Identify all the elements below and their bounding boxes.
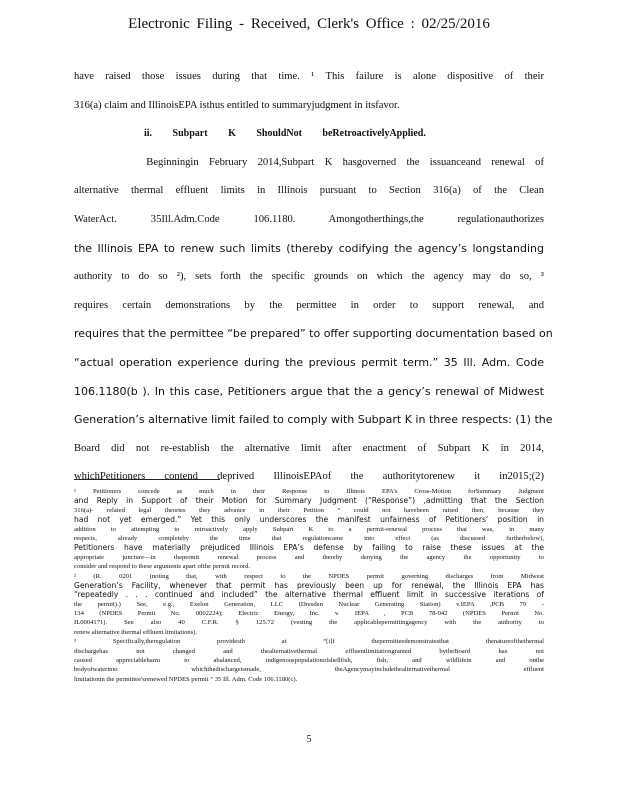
footnote-line: renew alternative thermal effluent limitations). <box>74 628 198 636</box>
footnote-line: bodyofwaterinto whichthedischargeismade, theAgencymayincludethealternativethermal effluent <box>74 666 544 674</box>
footnotes <box>74 487 544 684</box>
footnote-line: had not yet emerged.” Yet this only underscores the manifest unfairness of Petitioners’ position in <box>74 515 544 525</box>
footnote-line: addition to attempting to retroactively apply Subpart K to a permit-renewal process that was, in many <box>74 525 544 533</box>
footnote-line: 316(a)- related legal theories they advance in their Petition “ could not havebeen raised then, because they <box>74 506 544 514</box>
body-line: Board did not re-establish the alternative limit after enactment of Subpart K in 2014, <box>74 442 544 454</box>
footnote-line: ¹ Petitioners concede as much in their Response to Illinois EPA’s Cross-Motion forSummary Judgment <box>74 488 544 495</box>
body-line: 106.1180(b ). In this case, Petitioners argue that the a gency’s renewal of Midwest <box>74 384 544 398</box>
body-line: alternative thermal effluent limits in Illinois pursuant to Section 316(a) of the Clean <box>74 185 544 197</box>
page-number: 5 <box>306 734 312 745</box>
body-line: Beginningin February 2014,Subpart K hasgoverned the issuanceand renewal of <box>74 156 544 168</box>
body-line: requires that the permittee “be prepared” to offer supporting documentation based on <box>74 327 553 341</box>
footnote-line: and Reply in Support of their Motion for Summary Judgment (“Response”) ,admitting that the Section <box>74 496 544 506</box>
footnote-line: Generation’s Facility, whenever that permit has previously been up for renewal, the Illinois EPA has <box>74 580 544 590</box>
footnote-separator <box>74 479 220 480</box>
filing-stamp-header: Electronic Filing - Received, Clerk's Office : 02/25/2016 <box>128 16 490 32</box>
footnote-line: “repeatedly . . . continued and included” the alternative thermal effluent limit in successive iterations of <box>74 590 544 600</box>
body-line: Generation’s alternative limit failed to comply with Subpart K in three respects: (1) the <box>74 413 553 427</box>
body-line: whichPetitioners contend deprived IllinoisEPAof the authoritytorenew it in2015;(2) <box>74 471 544 483</box>
footnote-line: ² (R. 0201 (noting that, with respect to the NPDES permit governing discharges from Midwest <box>74 572 544 580</box>
footnote-line: limitationin the permittee'srenewed NPDES permit ” 35 Ill. Adm. Code 106.1180(c). <box>74 675 298 683</box>
footnote-line: appropriate juncture—in thepermit renewal process and thereby denying the agency the opportunity to <box>74 553 544 561</box>
body-line: “actual operation experience during the previous permit term.” 35 Ill. Adm. Code <box>74 355 544 369</box>
body-line: 316(a) claim and IllinoisEPA isthus entitled to summaryjudgment in itsfavor. <box>74 99 400 111</box>
body-line: the Illinois EPA to renew such limits (thereby codifying the agency’s longstanding <box>74 241 544 255</box>
footnote-line: ³ Specifically,theregulation providesth at “[i]f thepermitteedemonstratesthat thenatureofthethermal <box>74 638 544 646</box>
body-line: requires certain demonstrations by the permittee in order to support renewal, and <box>74 299 544 311</box>
footnote-line: consider and respond to these arguments apart ofthe permit record. <box>74 563 251 571</box>
footnote-line: the permit).) See, e.g., Exelon Generation, LLC (Dresden Nuclear Generating Station) v.IEPA ,PCB 79 - <box>74 600 544 608</box>
footnote-line: caused appreciableharm to abalanced, indigenouspopulationofshellfish, fish, and wildlifein and onthe <box>74 657 544 665</box>
body-line: have raised those issues during that time. ¹ This failure is alone dispositive of their <box>74 71 544 82</box>
footnote-line: dischargehas not changed and thealternativethermal effluentlimitationgranted bytheBoard has not <box>74 647 544 655</box>
footnote-line: 134 (NPDES Permit No. 0002224); Electric Energy, Inc. v. IEPA , PCB 78-042 (NPDES Permit No. <box>74 610 544 618</box>
body-line: authority to do so ²), sets forth the specific grounds on which the agency may do so, ³ <box>74 271 544 283</box>
body-line: WaterAct. 35Ill.Adm.Code 106.1180. Amongotherthings,the regulationauthorizes <box>74 213 544 225</box>
footnote-line: respects, already completeby the time that regulationcame into effect (as discussed furtherbelow), <box>74 534 544 542</box>
section-heading: ii. Subpart K ShouldNot beRetroactivelyApplied. <box>144 128 426 139</box>
footnote-line: IL0004171). See also 40 C.F.R. § 125.72 (vesting the applicablepermittingagency with the authority to <box>74 619 544 627</box>
footnote-line: Petitioners have materially prejudiced Illinois EPA’s defense by failing to raise these issues at the <box>74 543 544 553</box>
